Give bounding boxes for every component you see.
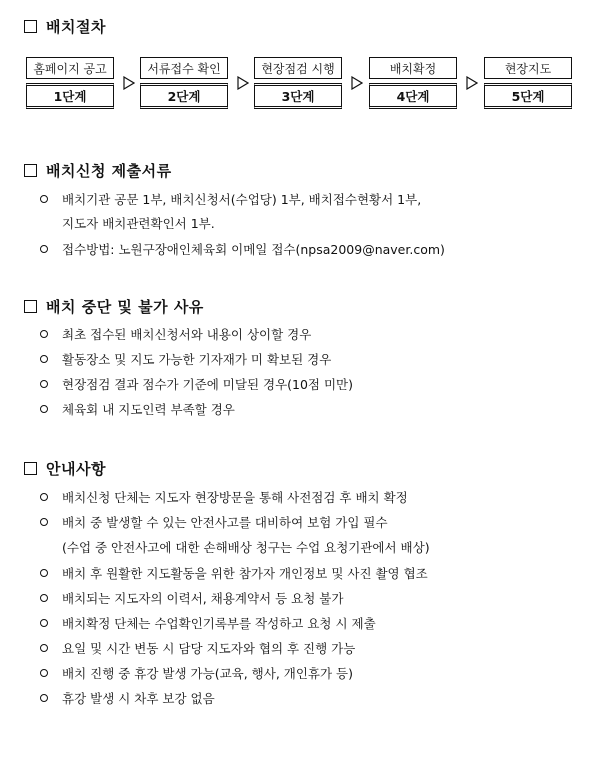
list-item [40,589,343,607]
list-item-continuation: 지도자 배치관련확인서 1부. [62,216,215,231]
list-item [40,325,311,343]
list-item-text: 배치기관 공문 1부, 배치신청서(수업당) 1부, 배치접수현황서 1부, [62,192,422,207]
checkbox-icon [24,462,37,475]
section-procedure-title [24,16,106,36]
checkbox-icon [24,20,37,33]
step-3-stage: 3단계 [254,83,342,109]
list-item [40,375,353,393]
list-item-text: 배치 진행 중 휴강 발생 가능(교육, 행사, 개인휴가 등) [62,666,353,681]
arrow-right-icon [351,76,363,90]
section-procedure-label: 배치절차 [46,17,106,36]
bullet-circle-icon [40,380,48,388]
list-item [40,350,331,368]
list-item-text: 배치 후 원활한 지도활동을 위한 참가자 개인정보 및 사진 촬영 협조 [62,566,428,581]
step-3 [254,57,342,111]
bullet-circle-icon [40,355,48,363]
list-item-text: 배치 중 발생할 수 있는 안전사고를 대비하여 보험 가입 필수 [62,515,388,530]
list-item-text: 현장점검 결과 점수가 기준에 미달된 경우(10점 미만) [62,377,354,392]
bullet-circle-icon [40,644,48,652]
step-4 [369,57,457,111]
list-item [40,488,408,506]
step-2 [140,57,228,111]
list-item [40,689,215,707]
checkbox-icon [24,164,37,177]
step-2-stage: 2단계 [140,83,228,109]
list-item [40,513,388,531]
list-item-continuation: (수업 중 안전사고에 대한 손해배상 청구는 수업 요청기관에서 배상) [62,540,430,555]
bullet-circle-icon [40,594,48,602]
list-item-text: 활동장소 및 지도 가능한 기자재가 미 확보된 경우 [62,352,332,367]
section-documents-title [24,160,172,180]
list-item [40,639,355,657]
list-item-text: 배치되는 지도자의 이력서, 채용계약서 등 요청 불가 [62,591,344,606]
section-documents-label: 배치신청 제출서류 [46,161,172,180]
step-2-name: 서류접수 확인 [140,57,228,79]
step-4-stage: 4단계 [369,83,457,109]
arrow-right-icon [123,76,135,90]
arrow-right-icon [237,76,249,90]
bullet-circle-icon [40,569,48,577]
bullet-circle-icon [40,405,48,413]
step-5-name: 현장지도 [484,57,572,79]
list-item-text: 배치확정 단체는 수업확인기록부를 작성하고 요청 시 제출 [62,616,376,631]
step-5 [484,57,572,111]
bullet-circle-icon [40,518,48,526]
list-item-text: 휴강 발생 시 차후 보강 없음 [62,691,215,706]
section-suspension-label: 배치 중단 및 불가 사유 [46,297,204,316]
section-suspension-title [24,296,204,316]
step-5-stage: 5단계 [484,83,572,109]
bullet-circle-icon [40,493,48,501]
step-1 [26,57,114,111]
list-item [40,240,445,258]
bullet-circle-icon [40,669,48,677]
bullet-circle-icon [40,245,48,253]
step-1-stage: 1단계 [26,83,114,109]
list-item [40,664,353,682]
step-3-name: 현장점검 시행 [254,57,342,79]
list-item-text: 접수방법: 노원구장애인체육회 이메일 접수(npsa2009@naver.com) [62,242,445,257]
arrow-right-icon [466,76,478,90]
list-item-text: 배치신청 단체는 지도자 현장방문을 통해 사전점검 후 배치 확정 [62,490,408,505]
list-item-text: 최초 접수된 배치신청서와 내용이 상이할 경우 [62,327,312,342]
list-item [40,190,421,208]
bullet-circle-icon [40,330,48,338]
bullet-circle-icon [40,195,48,203]
section-notice-title [24,458,106,478]
list-item [40,614,376,632]
step-1-name: 홈페이지 공고 [26,57,114,79]
list-item-text: 요일 및 시간 변동 시 담당 지도자와 협의 후 진행 가능 [62,641,356,656]
list-item [40,400,235,418]
list-item [40,564,428,582]
section-notice-label: 안내사항 [46,459,106,478]
step-4-name: 배치확정 [369,57,457,79]
checkbox-icon [24,300,37,313]
list-item-text: 체육회 내 지도인력 부족할 경우 [62,402,235,417]
bullet-circle-icon [40,694,48,702]
bullet-circle-icon [40,619,48,627]
